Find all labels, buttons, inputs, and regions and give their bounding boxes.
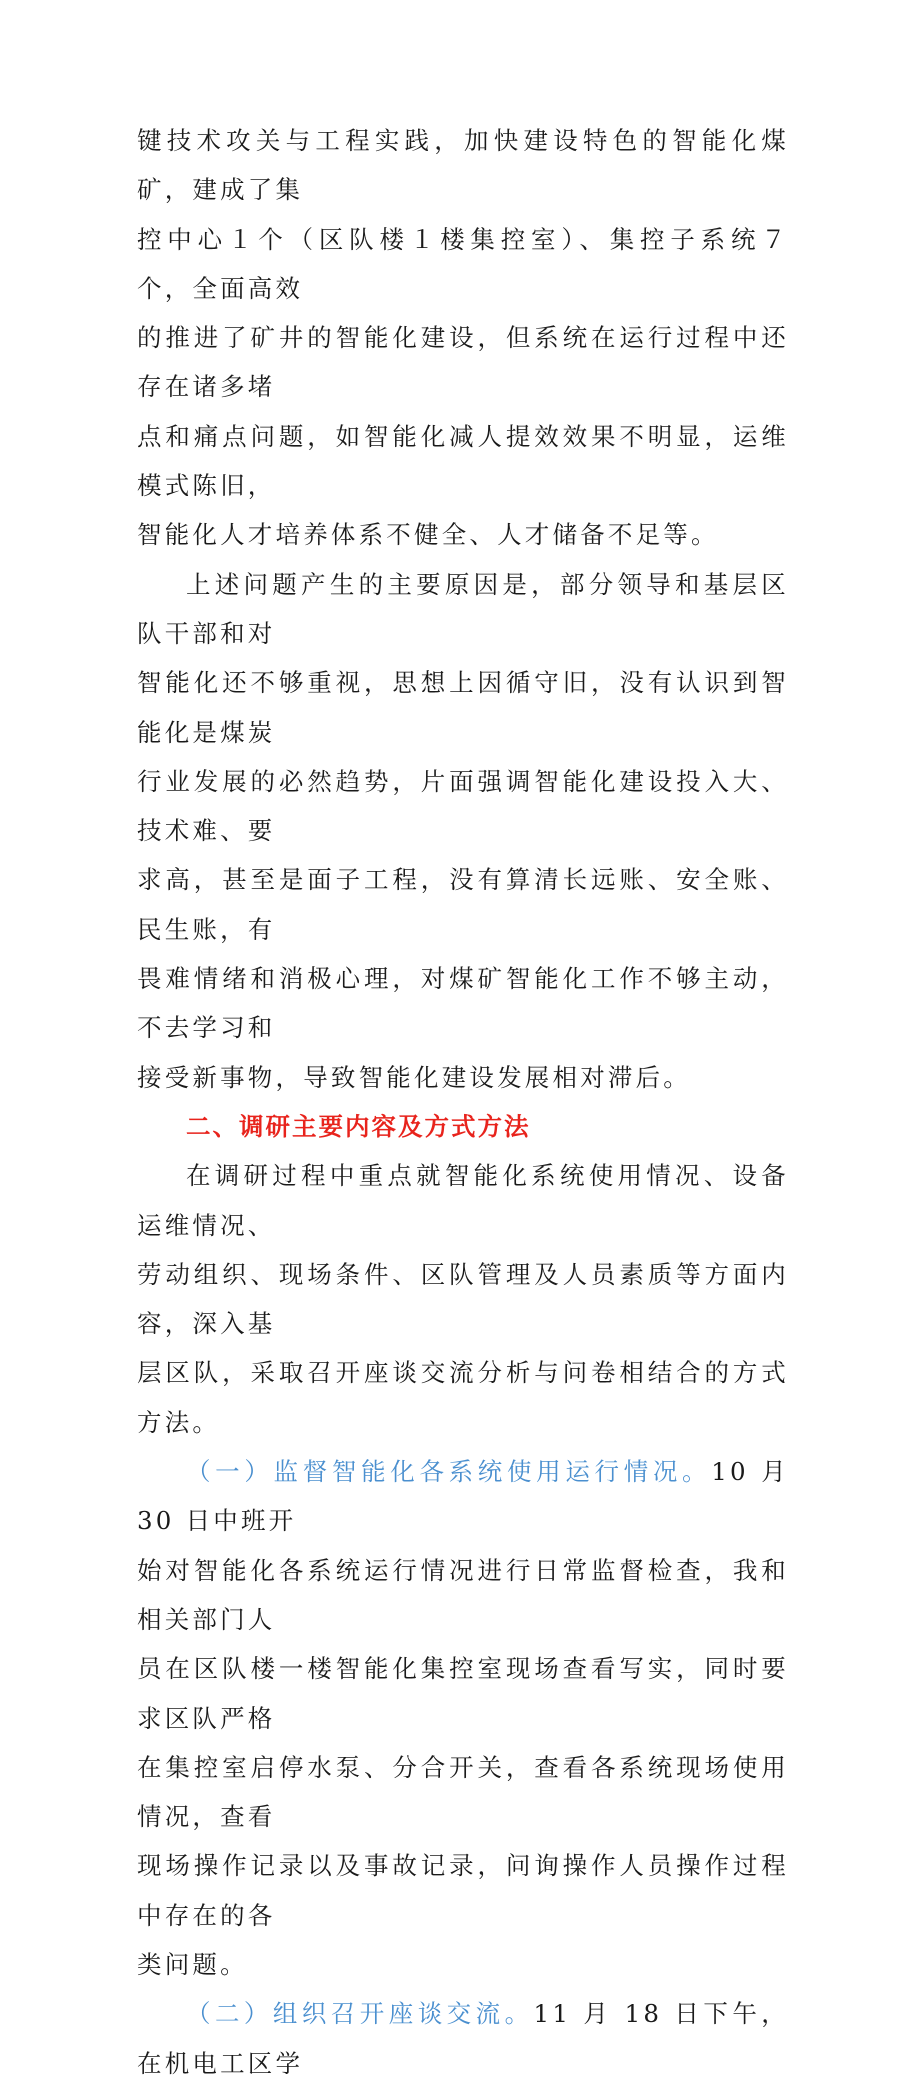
paragraph-2-line: 上述问题产生的主要原因是，部分领导和基层区队干部和对 bbox=[137, 569, 789, 648]
paragraph-1-line: 点和痛点问题，如智能化减人提效效果不明显，运维模式陈旧， bbox=[137, 421, 789, 501]
item-1-line: 现场操作记录以及事故记录，问询操作人员操作过程中存在的各 bbox=[137, 1851, 789, 1930]
item-1-line: 类问题。 bbox=[137, 1949, 248, 1979]
item-1-paragraph bbox=[137, 1447, 789, 1989]
paragraph-1-line: 智能化人才培养体系不健全、人才储备不足等。 bbox=[137, 520, 719, 550]
item-2-line: 11 月 18 日下午，在机电工区学 bbox=[137, 1999, 789, 2078]
intro-paragraph-line: 劳动组织、现场条件、区队管理及人员素质等方面内容，深入基 bbox=[137, 1259, 789, 1339]
intro-paragraph-line: 在调研过程中重点就智能化系统使用情况、设备运维情况、 bbox=[137, 1161, 789, 1240]
item-1-subtitle: （一）监督智能化各系统使用运行情况。 bbox=[186, 1457, 712, 1487]
intro-paragraph-line: 层区队，采取召开座谈交流分析与问卷相结合的方式方法。 bbox=[137, 1358, 789, 1437]
item-1-line: 始对智能化各系统运行情况进行日常监督检查，我和相关部门人 bbox=[137, 1555, 789, 1634]
document-body bbox=[137, 116, 789, 2088]
paragraph-2-line: 行业发展的必然趋势，片面强调智能化建设投入大、技术难、要 bbox=[137, 766, 789, 846]
item-1-line: 员在区队楼一楼智能化集控室现场查看写实，同时要求区队严格 bbox=[137, 1654, 789, 1733]
paragraph-2 bbox=[137, 560, 789, 1102]
paragraph-1-line: 键技术攻关与工程实践，加快建设特色的智能化煤矿，建成了集 bbox=[137, 126, 789, 205]
paragraph-2-line: 求高，甚至是面子工程，没有算清长远账、安全账、民生账，有 bbox=[137, 865, 789, 944]
item-2-paragraph bbox=[137, 1989, 789, 2088]
item-1-line: 10 月 30 日中班开 bbox=[137, 1457, 789, 1536]
section-heading: 二、调研主要内容及方式方法 bbox=[186, 1111, 531, 1141]
paragraph-2-line: 智能化还不够重视，思想上因循守旧，没有认识到智能化是煤炭 bbox=[137, 668, 789, 747]
intro-paragraph bbox=[137, 1151, 789, 1447]
paragraph-2-line: 接受新事物，导致智能化建设发展相对滞后。 bbox=[137, 1062, 691, 1092]
item-1-line: 在集控室启停水泵、分合开关，查看各系统现场使用情况，查看 bbox=[137, 1752, 789, 1832]
paragraph-2-line: 畏难情绪和消极心理，对煤矿智能化工作不够主动，不去学习和 bbox=[137, 964, 789, 1043]
paragraph-1-line: 的推进了矿井的智能化建设，但系统在运行过程中还存在诸多堵 bbox=[137, 323, 789, 402]
paragraph-1-line: 控中心１个（区队楼１楼集控室）、集控子系统７个，全面高效 bbox=[137, 224, 789, 303]
item-2-subtitle: （二）组织召开座谈交流。 bbox=[186, 1999, 534, 2029]
paragraph-1 bbox=[137, 116, 789, 560]
